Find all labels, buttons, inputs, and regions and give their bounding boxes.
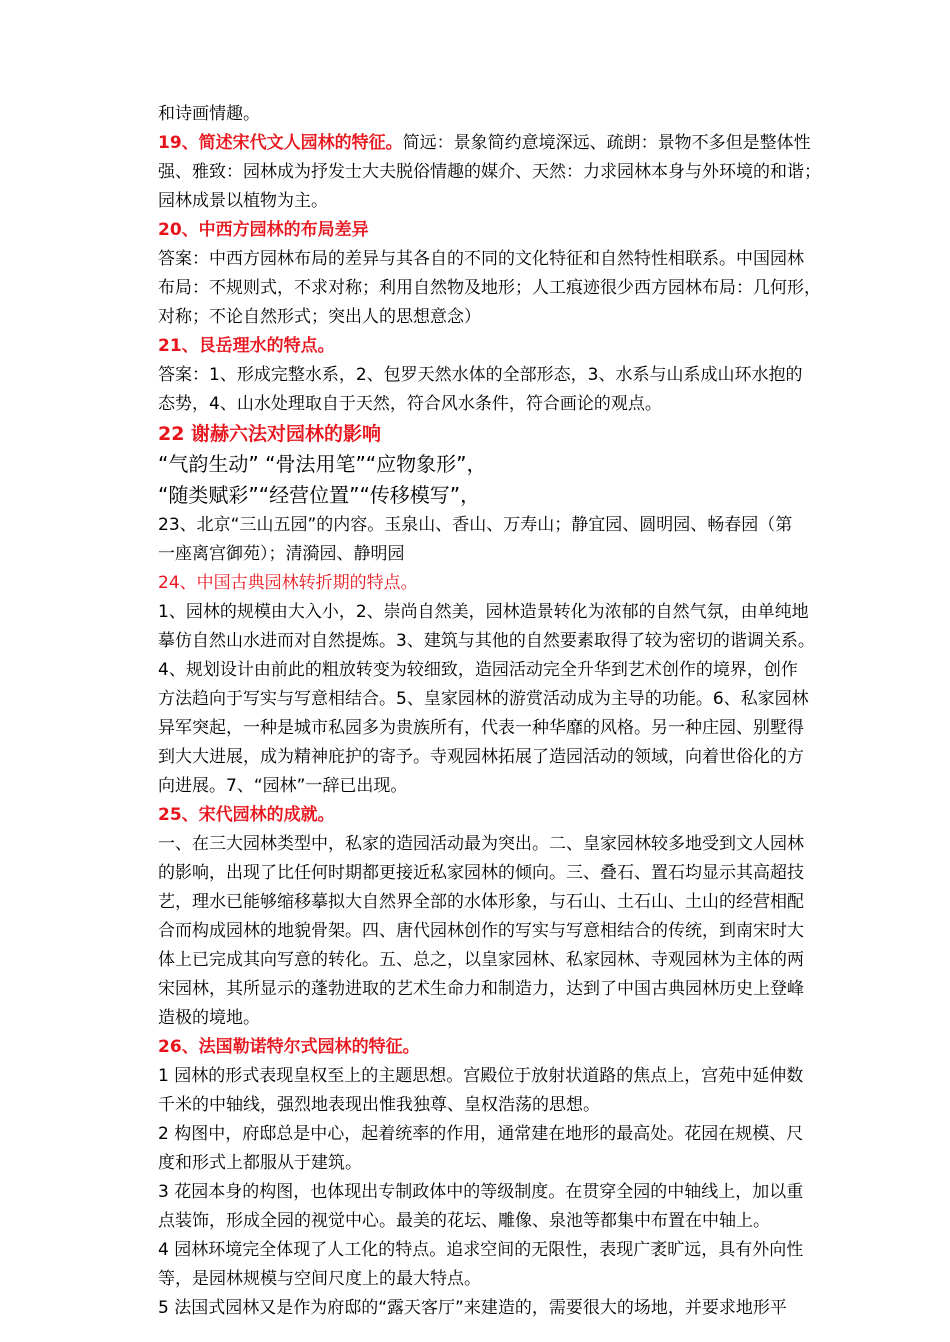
text-line: 一座离宫御苑）；清漪园、静明园 bbox=[158, 544, 405, 564]
text-line: 和诗画情趣。 bbox=[158, 104, 260, 124]
text-line: 千米的中轴线，强烈地表现出惟我独尊、皇权浩荡的思想。 bbox=[158, 1095, 600, 1115]
text-line: 艺，理水已能够缩移摹拟大自然界全部的水体形象，与石山、土石山、土山的经营相配 bbox=[158, 892, 804, 912]
text-line: 合而构成园林的地貌骨架。四、唐代园林创作的写实与写意相结合的传统，到南宋时大 bbox=[158, 921, 804, 941]
text-line: 答案：中西方园林布局的差异与其各自的不同的文化特征和自然特性相联系。中国园林 bbox=[158, 249, 804, 269]
question-19 bbox=[158, 129, 908, 158]
text-line: 5 法国式园林又是作为府邸的“露天客厅”来建造的，需要很大的场地，并要求地形平 bbox=[158, 1298, 787, 1318]
question-heading: 20、中西方园林的布局差异 bbox=[158, 220, 369, 240]
quote-line: “气韵生动” “骨法用笔”“应物象形”， bbox=[158, 452, 487, 476]
question-heading: 21、艮岳理水的特点。 bbox=[158, 336, 335, 356]
document-page bbox=[158, 100, 908, 1323]
text-line: 等，是园林规模与空间尺度上的最大特点。 bbox=[158, 1269, 481, 1289]
quote-line: “随类赋彩”“经营位置”“传移模写”， bbox=[158, 483, 481, 507]
text-line: 2 构图中，府邸总是中心，起着统率的作用，通常建在地形的最高处。花园在规模、尺 bbox=[158, 1124, 804, 1144]
question-heading: 25、宋代园林的成就。 bbox=[158, 805, 335, 825]
text-line: 宋园林，其所显示的蓬勃进取的艺术生命力和制造力，达到了中国古典园林历史上登峰 bbox=[158, 979, 804, 999]
text-line: 园林成景以植物为主。 bbox=[158, 191, 328, 211]
text-line: 23、北京“三山五园”的内容。玉泉山、香山、万寿山；静宜园、圆明园、畅春园（第 bbox=[158, 515, 793, 535]
text-line: 3 花园本身的构图，也体现出专制政体中的等级制度。在贯穿全园的中轴线上，加以重 bbox=[158, 1182, 804, 1202]
text-line: 向进展。7、“园林”一辞已出现。 bbox=[158, 776, 408, 796]
text-line: 4、规划设计由前此的粗放转变为较细致，造园活动完全升华到艺术创作的境界，创作 bbox=[158, 660, 798, 680]
text-line: 态势，4、山水处理取自于天然，符合风水条件，符合画论的观点。 bbox=[158, 394, 662, 414]
text-line: 摹仿自然山水进而对自然提炼。3、建筑与其他的自然要素取得了较为密切的谐调关系。 bbox=[158, 631, 815, 651]
question-heading: 19、简述宋代文人园林的特征。 bbox=[158, 133, 403, 153]
text-line: 1、园林的规模由大入小，2、崇尚自然美，园林造景转化为浓郁的自然气氛，由单纯地 bbox=[158, 602, 809, 622]
question-heading: 26、法国勒诺特尔式园林的特征。 bbox=[158, 1037, 420, 1057]
text-line: 到大大进展，成为精神庇护的寄予。寺观园林拓展了造园活动的领域，向着世俗化的方 bbox=[158, 747, 804, 767]
text-line: 点装饰，形成全园的视觉中心。最美的花坛、雕像、泉池等都集中布置在中轴上。 bbox=[158, 1211, 770, 1231]
text-line: 对称；不论自然形式；突出人的思想意念） bbox=[158, 307, 481, 327]
question-heading: 22 谢赫六法对园林的影响 bbox=[158, 423, 382, 445]
text-line: 的影响，出现了比任何时期都更接近私家园林的倾向。三、叠石、置石均显示其高超技 bbox=[158, 863, 804, 883]
text-line: 体上已完成其向写意的转化。五、总之，以皇家园林、私家园林、寺观园林为主体的两 bbox=[158, 950, 804, 970]
text-line: 4 园林环境完全体现了人工化的特点。追求空间的无限性，表现广袤旷远，具有外向性 bbox=[158, 1240, 804, 1260]
text-line: 异军突起，一种是城市私园多为贵族所有，代表一种华靡的风格。另一种庄园、别墅得 bbox=[158, 718, 804, 738]
answer-text: 简远：景象简约意境深远、疏朗：景物不多但是整体性 bbox=[402, 133, 811, 153]
text-line: 1 园林的形式表现皇权至上的主题思想。宫殿位于放射状道路的焦点上，宫苑中延伸数 bbox=[158, 1066, 804, 1086]
text-line: 答案：1、形成完整水系，2、包罗天然水体的全部形态，3、水系与山系成山环水抱的 bbox=[158, 365, 803, 385]
text-line: 造极的境地。 bbox=[158, 1008, 260, 1028]
text-line: 强、雅致：园林成为抒发士大夫脱俗情趣的媒介、天然：力求园林本身与外环境的和谐； bbox=[158, 162, 821, 182]
text-line: 一、在三大园林类型中，私家的造园活动最为突出。二、皇家园林较多地受到文人园林 bbox=[158, 834, 804, 854]
text-line: 度和形式上都服从于建筑。 bbox=[158, 1153, 362, 1173]
text-line: 方法趋向于写实与写意相结合。5、皇家园林的游赏活动成为主导的功能。6、私家园林 bbox=[158, 689, 809, 709]
question-heading: 24、中国古典园林转折期的特点。 bbox=[158, 573, 418, 593]
text-line: 布局：不规则式，不求对称；利用自然物及地形；人工痕迹很少西方园林布局：几何形， bbox=[158, 278, 821, 298]
